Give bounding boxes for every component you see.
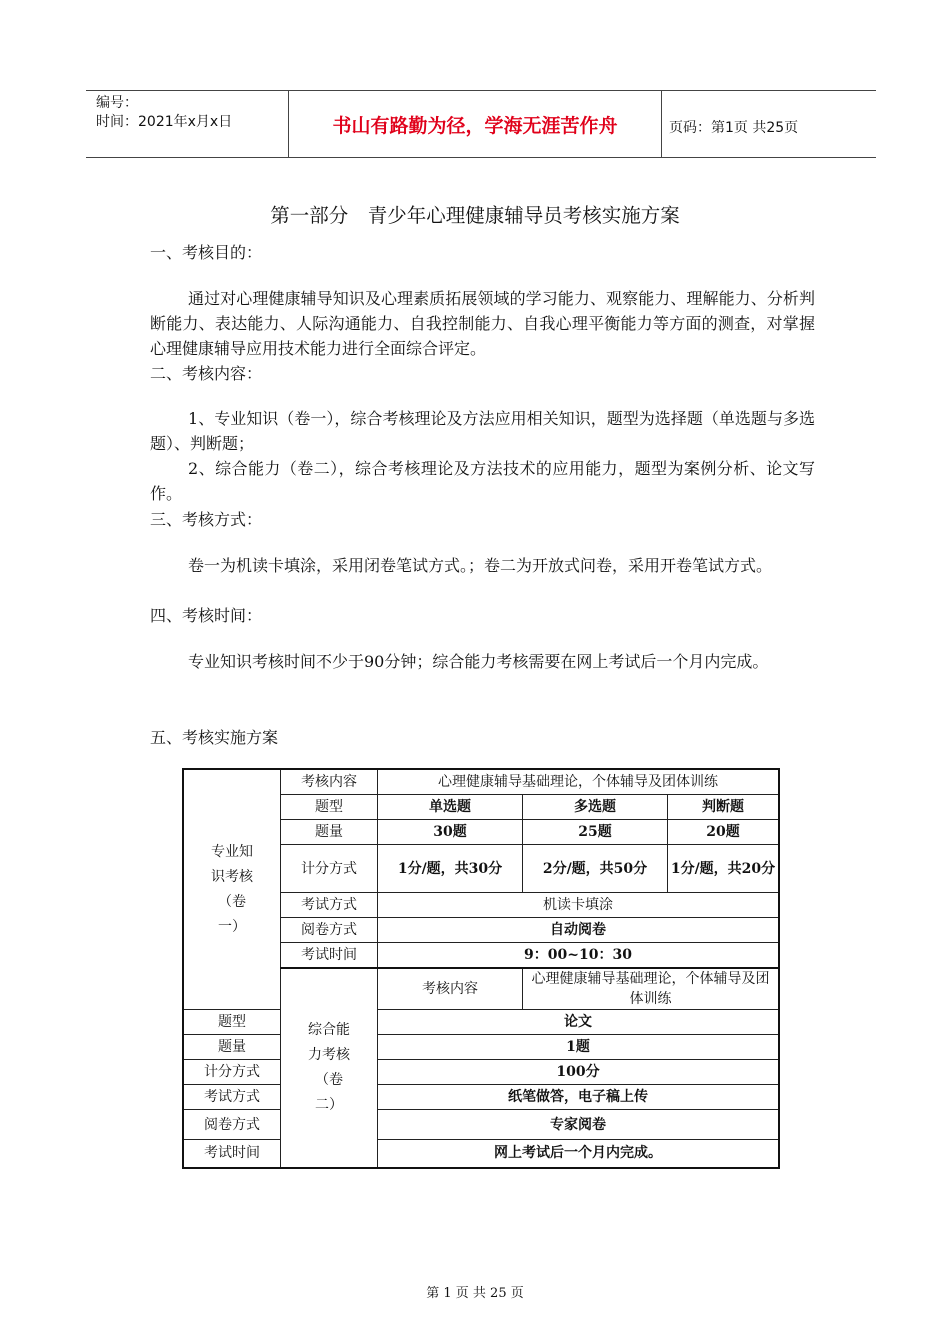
section-heading: 一、考核目的： [150, 243, 263, 262]
section-paragraph: 2、综合能力（卷二），综合考核理论及方法技术的应用能力，题型为案例分析、论文写作。 [150, 459, 815, 503]
table-cell: 自动阅卷 [378, 918, 780, 943]
header-meta [96, 94, 232, 132]
table-cell: 多选题 [523, 795, 668, 820]
row-label: 考核内容 [281, 769, 378, 795]
table-cell: 1分/题，共30分 [378, 845, 523, 893]
table-cell: 20题 [668, 820, 780, 845]
row-label: 题量 [183, 1035, 281, 1060]
row-label: 计分方式 [281, 845, 378, 893]
table-cell: 单选题 [378, 795, 523, 820]
section-heading: 五、考核实施方案 [150, 728, 279, 747]
table-cell: 判断题 [668, 795, 780, 820]
table-cell: 25题 [523, 820, 668, 845]
table-cell: 100分 [378, 1060, 780, 1085]
section-heading: 四、考核时间： [150, 606, 263, 625]
row-label: 考试时间 [281, 943, 378, 969]
section-heading: 二、考核内容： [150, 364, 263, 383]
row-label: 阅卷方式 [183, 1110, 281, 1140]
header-number: 编号： [96, 95, 138, 111]
header-bottom-rule [86, 157, 876, 158]
table-cell: 网上考试后一个月内完成。 [378, 1140, 780, 1168]
document-title: 第一部分 青少年心理健康辅导员考核实施方案 [270, 204, 680, 227]
header-top-rule [86, 90, 876, 91]
header-motto: 书山有路勤为径，学海无涯苦作舟 [332, 115, 618, 137]
table-cell: 专家阅卷 [378, 1110, 780, 1140]
page-footer: 第 1 页 共 25 页 [426, 1286, 524, 1301]
row-label: 题型 [183, 1010, 281, 1035]
row-label: 题型 [281, 795, 378, 820]
row-label: 题量 [281, 820, 378, 845]
group-label-paper2: 综合能 力考核 （卷 二） [281, 968, 378, 1168]
row-label: 阅卷方式 [281, 918, 378, 943]
table-cell: 1分/题，共20分 [668, 845, 780, 893]
table-cell: 30题 [378, 820, 523, 845]
table-cell: 9：00~10：30 [378, 943, 780, 969]
row-label: 考核内容 [378, 968, 523, 1010]
table-cell: 机读卡填涂 [378, 893, 780, 918]
exam-plan-table [182, 768, 780, 1169]
table-cell: 论文 [378, 1010, 780, 1035]
group-label-paper1: 专业知 识考核 （卷 一） [183, 769, 281, 1010]
row-label: 计分方式 [183, 1060, 281, 1085]
row-label: 考试方式 [183, 1085, 281, 1110]
header-page: 页码：第1页 共25页 [669, 120, 799, 136]
table-cell: 1题 [378, 1035, 780, 1060]
table-cell: 心理健康辅导基础理论，个体辅导及团体训练 [523, 968, 780, 1010]
section-paragraph: 专业知识考核时间不少于90分钟；综合能力考核需要在网上考试后一个月内完成。 [188, 652, 769, 671]
header-time: 时间：2021年x月x日 [96, 114, 233, 130]
section-paragraph: 1、专业知识（卷一），综合考核理论及方法应用相关知识，题型为选择题（单选题与多选题）、判断题； [150, 409, 815, 453]
section-paragraph: 通过对心理健康辅导知识及心理素质拓展领域的学习能力、观察能力、理解能力、分析判断能力、表达能力、人际沟通能力、自我控制能力、自我心理平衡能力等方面的测查，对掌握心理健康辅导应用技术能力进行全面综合评定。 [150, 289, 815, 358]
header-divider [661, 90, 662, 158]
table-cell: 纸笔做答，电子稿上传 [378, 1085, 780, 1110]
row-label: 考试方式 [281, 893, 378, 918]
section-heading: 三、考核方式： [150, 510, 263, 529]
table-cell: 心理健康辅导基础理论，个体辅导及团体训练 [378, 769, 780, 795]
table-cell: 2分/题，共50分 [523, 845, 668, 893]
row-label: 考试时间 [183, 1140, 281, 1168]
section-paragraph: 卷一为机读卡填涂，采用闭卷笔试方式。；卷二为开放式问卷，采用开卷笔试方式。 [188, 556, 773, 575]
